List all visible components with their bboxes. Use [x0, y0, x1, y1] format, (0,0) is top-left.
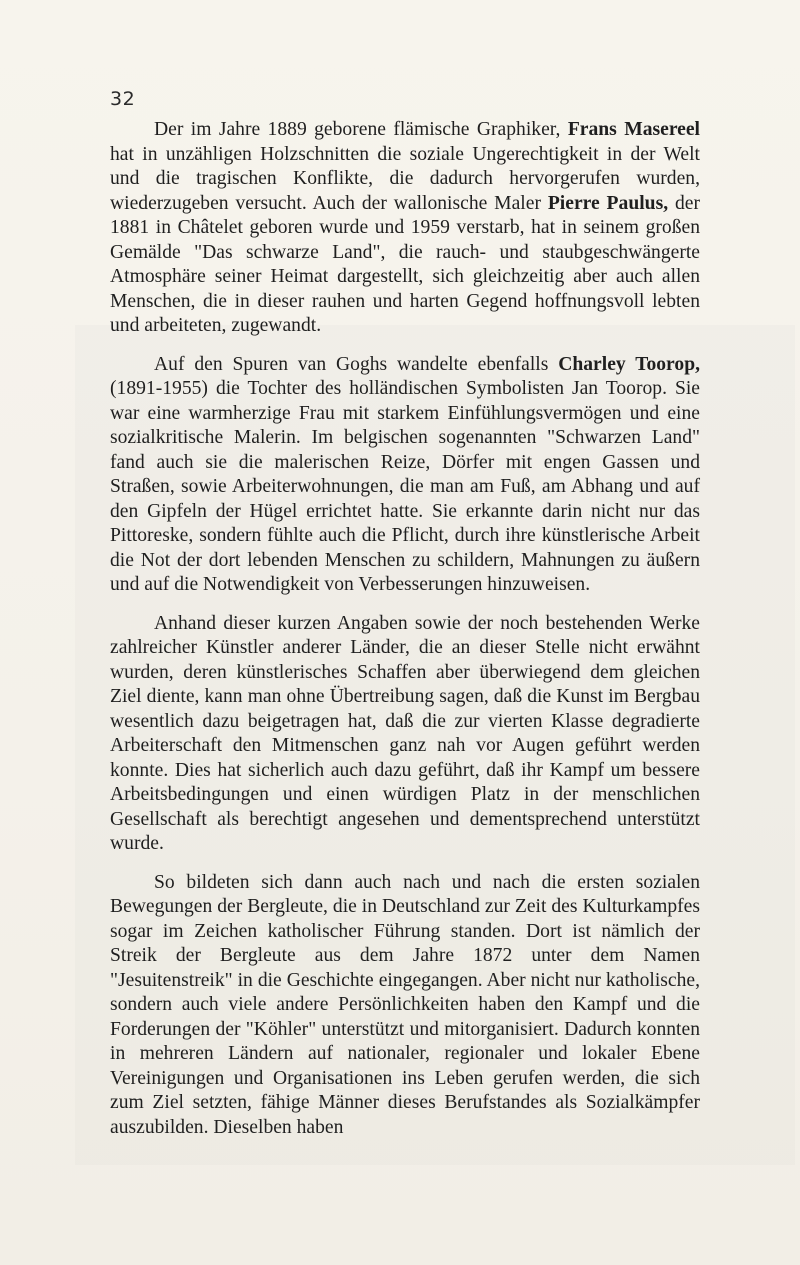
- paragraph: [110, 871, 700, 1141]
- text-run: Auf den Spuren van Goghs wandelte ebenfalls: [154, 353, 559, 375]
- paragraph: [110, 612, 700, 857]
- text-run: (1891-1955) die Tochter des holländischen Symbolisten Jan Toorop. Sie war eine warmherzige Frau mit starkem Einfühlungsvermögen und eine sozialkritische Malerin. Im belgischen sogenannten "Schwarzen Land" fand auch sie die malerischen Reize, Dörfer mit engen Gassen und Straßen, sowie Arbeiterwohnungen, die man am Fuß, am Abhang und auf den Gipfeln der Hügel errichtet hatte. Sie erkannte darin nicht nur das Pittoreske, sondern fühlte auch die Pflicht, durch ihre künstlerische Arbeit die Not der dort lebenden Menschen zu schildern, Mahnungen zu äußern und auf die Notwendigkeit von Verbesserungen hinzuweisen.: [110, 378, 700, 595]
- bold-name: Pierre Paulus,: [547, 192, 669, 214]
- text-run: der 1881 in Châtelet geboren wurde und 1959 verstarb, hat in seinem großen Gemälde "Das schwarze Land", die rauch- und staubgeschwängerte Atmosphäre seiner Heimat dargestellt, sich gleichzeitig aber auch allen Menschen, die in dieser rauhen und harten Gegend hoffnungsvoll lebten und arbeiteten, zugewandt.: [110, 192, 700, 336]
- text-run: So bildeten sich dann auch nach und nach die ersten sozialen Bewegungen der Bergleute, die in Deutschland zur Zeit des Kulturkampfes sogar im Zeichen katholischer Führung standen. Dort ist nämlich der Streik der Bergleute aus dem Jahre 1872 unter dem Namen "Jesuitenstreik" in die Geschichte eingegangen. Aber nicht nur katholische, sondern auch viele andere Persönlichkeiten haben den Kampf und die Forderungen der "Köhler" unterstützt und mitorganisiert. Dadurch konnten in mehreren Ländern auf nationaler, regionaler und lokaler Ebene Vereinigungen und Organisationen ins Leben gerufen werden, die sich zum Ziel setzten, fähige Männer dieses Berufstandes als Sozialkämpfer auszubilden. Dieselben haben: [110, 871, 700, 1138]
- text-run: Der im Jahre 1889 geborene flämische Graphiker,: [154, 119, 568, 140]
- text-run: Anhand dieser kurzen Angaben sowie der noch bestehenden Werke zahlreicher Künstler anderer Länder, die an dieser Stelle nicht erwähnt wurden, deren künstlerisches Schaffen aber überwiegend dem gleichen Ziel diente, kann man ohne Übertreibung sagen, daß die Kunst im Bergbau wesentlich dazu beigetragen hat, daß die zur vierten Klasse degradierte Arbeiterschaft den Mitmenschen ganz nah vor Augen geführt werden konnte. Dies hat sicherlich auch dazu geführt, daß ihr Kampf um bessere Arbeitsbedingungen und einen würdigen Platz in der menschlichen Gesellschaft als berechtigt angesehen und dementsprechend unterstützt wurde.: [110, 612, 700, 854]
- bold-name: Charley Toorop,: [558, 353, 700, 375]
- paragraph: [110, 353, 700, 598]
- text-run: hat in unzähligen Holzschnitten die soziale Ungerechtigkeit in der Welt und die tragischen Konflikte, die dadurch hervorgerufen wurden, wiederzugeben versucht. Auch der wallonische Maler: [110, 143, 700, 214]
- page-number: 32: [110, 88, 136, 110]
- body-text: [110, 118, 700, 1154]
- paragraph: [110, 118, 700, 339]
- bold-name: Frans Masereel: [567, 119, 700, 140]
